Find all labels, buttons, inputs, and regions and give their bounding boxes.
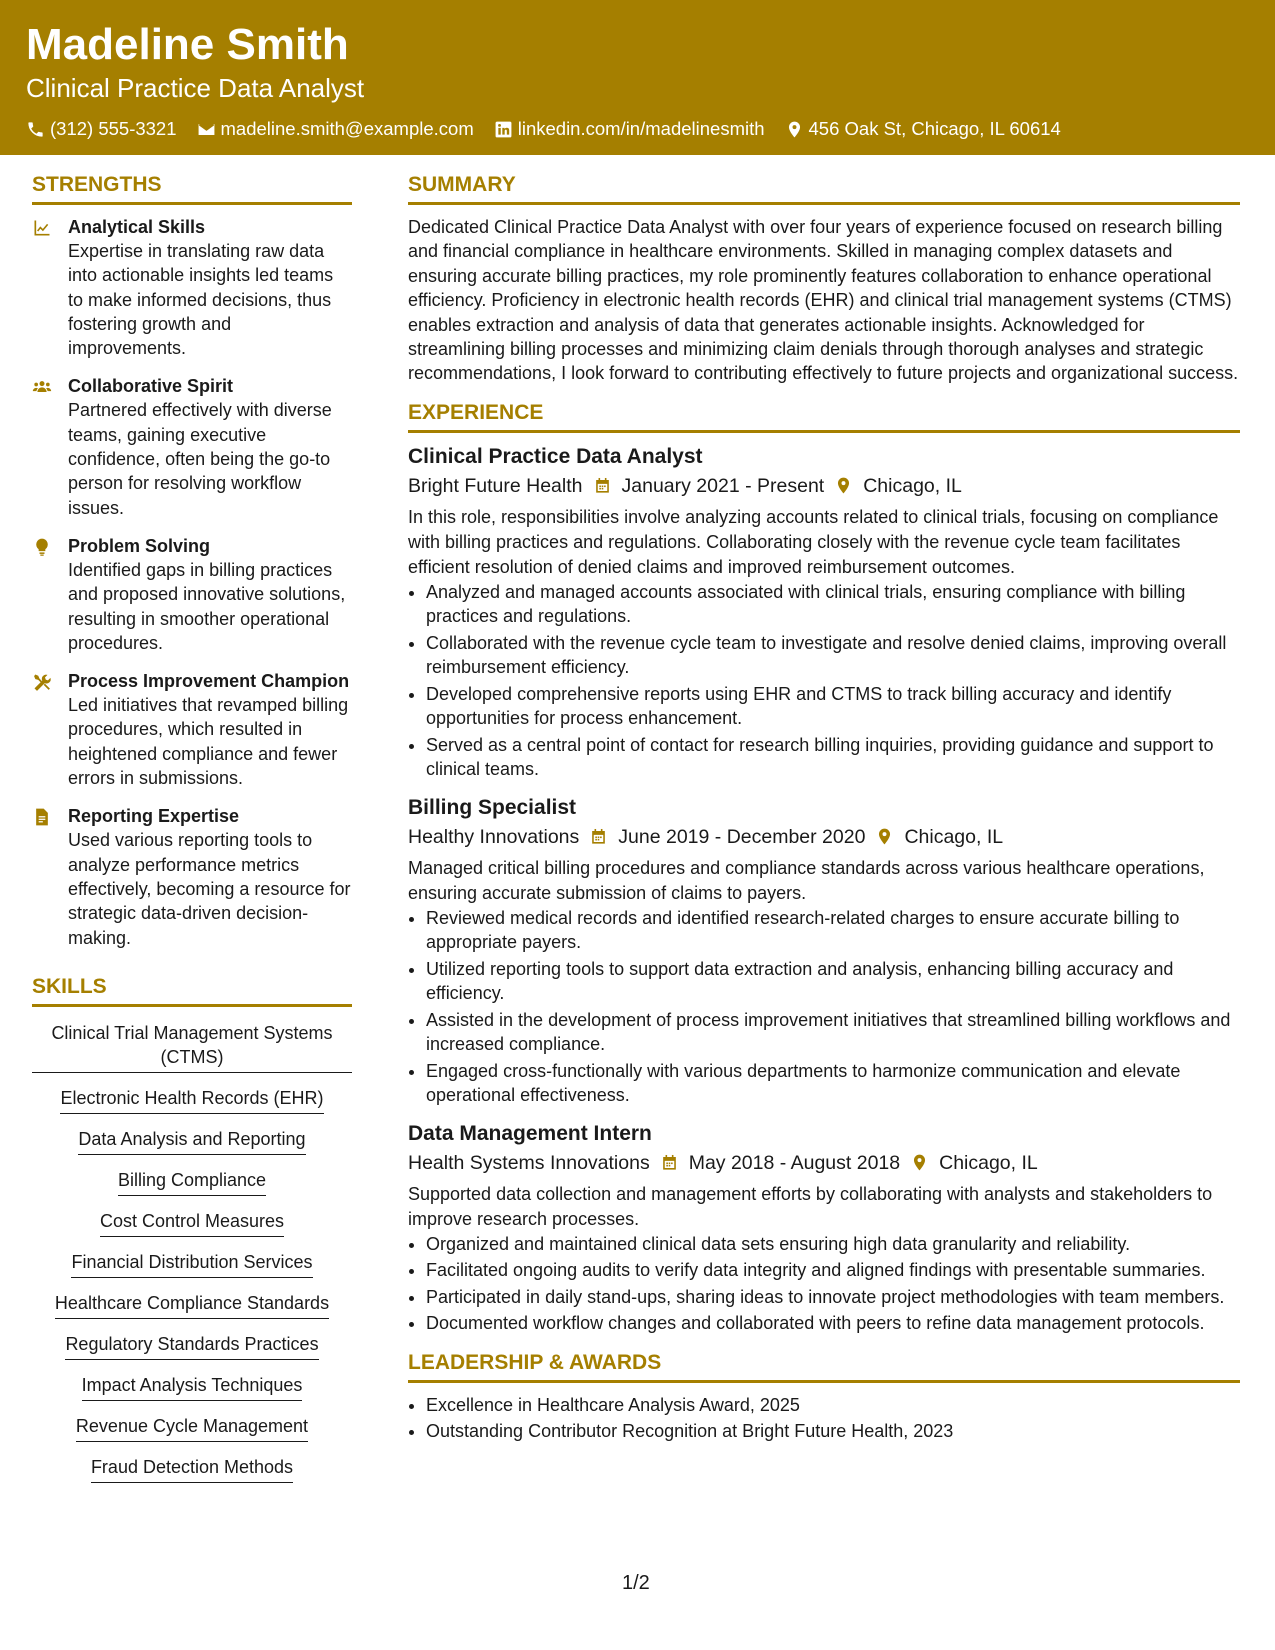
job-bullet: • Facilitated ongoing audits to verify data integrity and aligned findings with presentable summaries.	[426, 1258, 1240, 1283]
job-description: Supported data collection and management efforts by collaborating with analysts and stakeholders to improve research processes.	[408, 1183, 1213, 1229]
job-bullet: • Engaged cross-functionally with various departments to harmonize communication and elevate operational effectiveness.	[426, 1059, 1240, 1108]
tools-icon	[32, 672, 52, 692]
job-company: Healthy Innovations	[408, 825, 580, 848]
job-dates: June 2019 - December 2020	[618, 825, 866, 848]
job-bullet: • Participated in daily stand-ups, sharing ideas to innovate project methodologies with team members.	[426, 1285, 1240, 1310]
job-bullet: • Developed comprehensive reports using EHR and CTMS to track billing accuracy and identify opportunities for process enhancement.	[426, 682, 1240, 731]
strength-item	[32, 804, 352, 949]
skill-item: Revenue Cycle Management	[76, 1414, 308, 1442]
location-icon	[785, 120, 804, 139]
skill-item: Billing Compliance	[118, 1168, 266, 1196]
job-dates: January 2021 - Present	[621, 474, 825, 497]
candidate-name: Madeline Smith	[26, 20, 349, 69]
resume-header	[0, 0, 1275, 155]
contact-email[interactable]	[197, 116, 474, 142]
job-bullet: • Assisted in the development of process improvement initiatives that streamlined billing workflows and increased compliance.	[426, 1008, 1240, 1057]
job-dates: May 2018 - August 2018	[688, 1151, 901, 1174]
job-bullet: • Documented workflow changes and collaborated with peers to refine data management protocols.	[426, 1311, 1240, 1336]
job-meta	[408, 822, 1240, 852]
strength-desc: Led initiatives that revamped billing procedures, which resulted in heightened compliance and fewer errors in submissions.	[68, 695, 349, 789]
job-location: Chicago, IL	[863, 474, 962, 497]
skill-item: Electronic Health Records (EHR)	[60, 1086, 323, 1114]
job-bullets	[408, 580, 1240, 782]
skill-item: Financial Distribution Services	[71, 1250, 312, 1278]
job-bullet: • Reviewed medical records and identified research-related charges to ensure accurate billing to appropriate payers.	[426, 906, 1240, 955]
strength-item	[32, 374, 352, 519]
award-item: • Outstanding Contributor Recognition at Bright Future Health, 2023	[426, 1419, 1240, 1444]
linkedin-icon	[494, 120, 513, 139]
contact-bar	[26, 116, 1249, 142]
strength-title: Problem Solving	[68, 535, 211, 556]
skills-heading: SKILLS	[32, 972, 352, 1007]
job-title: Data Management Intern	[408, 1121, 652, 1145]
job-bullet: • Collaborated with the revenue cycle team to investigate and resolve denied claims, improving overall reimbursement efficiency.	[426, 631, 1240, 680]
strength-desc: Used various reporting tools to analyze performance metrics effectively, becoming a resource for strategic data-driven decision-making.	[68, 830, 351, 948]
skill-item: Clinical Trial Management Systems (CTMS)	[32, 1021, 352, 1073]
location-icon	[834, 476, 853, 495]
strength-title: Reporting Expertise	[68, 806, 240, 827]
job-description: Managed critical billing procedures and compliance standards across various healthcare operations, ensuring accurate submission of claims to payers.	[408, 857, 1205, 903]
skill-item: Data Analysis and Reporting	[78, 1127, 305, 1155]
left-column	[32, 170, 352, 1492]
job-entry	[408, 794, 1240, 1108]
summary-text: Dedicated Clinical Practice Data Analyst with over four years of experience focused on research billing and financial compliance in healthcare environments. Skilled in managing complex datasets and ensuring accurate billing practices, my role prominently features collaboration to enhance operational efficiency. Proficiency in electronic health records (EHR) and clinical trial management systems (CTMS) enables extraction and analysis of data that generates actionable insights. Acknowledged for streamlining billing processes and minimizing claim denials through thorough analyses and strategic recommendations, I look forward to contributing effectively to future projects and organizational success.	[408, 217, 1239, 384]
summary-heading: SUMMARY	[408, 170, 1240, 205]
award-item: • Excellence in Healthcare Analysis Award, 2025	[426, 1393, 1240, 1418]
contact-location-text: 456 Oak St, Chicago, IL 60614	[808, 118, 1061, 139]
strength-title: Process Improvement Champion	[68, 671, 350, 692]
phone-icon	[26, 120, 45, 139]
awards-heading: LEADERSHIP & AWARDS	[408, 1348, 1240, 1383]
job-title: Billing Specialist	[408, 795, 577, 819]
contact-phone-text: (312) 555-3321	[50, 118, 177, 139]
candidate-title: Clinical Practice Data Analyst	[26, 73, 365, 103]
users-icon	[32, 377, 52, 397]
skills-list	[32, 1017, 352, 1492]
job-bullet: • Organized and maintained clinical data sets ensuring high data granularity and reliability.	[426, 1232, 1240, 1257]
job-entry	[408, 443, 1240, 782]
skill-item: Regulatory Standards Practices	[65, 1332, 318, 1360]
awards-list	[408, 1393, 1240, 1444]
job-location: Chicago, IL	[904, 825, 1004, 848]
experience-heading: EXPERIENCE	[408, 398, 1240, 433]
strength-item	[32, 534, 352, 655]
job-bullet: • Served as a central point of contact for research billing inquiries, providing guidance and support to clinical teams.	[426, 733, 1240, 782]
job-company: Bright Future Health	[408, 474, 583, 497]
strength-title: Collaborative Spirit	[68, 376, 234, 397]
contact-phone	[26, 116, 177, 142]
strength-item	[32, 669, 352, 790]
strength-desc: Identified gaps in billing practices and proposed innovative solutions, resulting in smoother operational procedures.	[68, 559, 346, 653]
contact-linkedin-text: linkedin.com/in/madelinesmith	[517, 118, 765, 139]
job-title: Clinical Practice Data Analyst	[408, 444, 703, 468]
job-meta	[408, 1148, 1240, 1178]
job-company: Health Systems Innovations	[408, 1151, 650, 1174]
strength-desc: Partnered effectively with diverse teams, gaining executive confidence, often being the go-to person for resolving workflow issues.	[68, 400, 332, 518]
job-entry	[408, 1120, 1240, 1336]
strengths-heading: STRENGTHS	[32, 170, 352, 205]
strength-desc: Expertise in translating raw data into actionable insights led teams to make informed decisions, thus fostering growth and improvements.	[68, 241, 334, 359]
contact-location	[785, 116, 1061, 142]
skill-item: Cost Control Measures	[100, 1209, 284, 1237]
job-bullets	[408, 906, 1240, 1108]
job-bullet: • Analyzed and managed accounts associated with clinical trials, ensuring compliance with billing practices and regulations.	[426, 580, 1240, 629]
location-icon	[875, 827, 894, 846]
skill-item: Impact Analysis Techniques	[82, 1373, 303, 1401]
calendar-icon	[660, 1153, 679, 1172]
document-icon	[32, 807, 52, 827]
chart-line-icon	[32, 218, 52, 238]
email-icon	[197, 120, 216, 139]
contact-linkedin[interactable]	[494, 116, 765, 142]
contact-email-text: madeline.smith@example.com	[220, 118, 474, 139]
job-bullet: • Utilized reporting tools to support data extraction and analysis, enhancing billing accuracy and efficiency.	[426, 957, 1240, 1006]
right-column	[408, 170, 1240, 1446]
job-description: In this role, responsibilities involve analyzing accounts related to clinical trials, focusing on compliance with billing practices and regulations. Collaborating closely with the revenue cycle team facilitates efficient resolution of denied claims and improved reimbursement outcomes.	[408, 506, 1219, 577]
strength-item	[32, 215, 352, 360]
calendar-icon	[589, 827, 608, 846]
job-bullets	[408, 1232, 1240, 1336]
lightbulb-icon	[32, 537, 52, 557]
calendar-icon	[593, 476, 612, 495]
skill-item: Healthcare Compliance Standards	[55, 1291, 329, 1319]
skill-item: Fraud Detection Methods	[91, 1455, 293, 1483]
job-meta	[408, 471, 1240, 501]
location-icon	[910, 1153, 929, 1172]
job-location: Chicago, IL	[939, 1151, 1038, 1174]
page-number: 1/2	[622, 1572, 650, 1594]
strength-title: Analytical Skills	[68, 217, 206, 237]
